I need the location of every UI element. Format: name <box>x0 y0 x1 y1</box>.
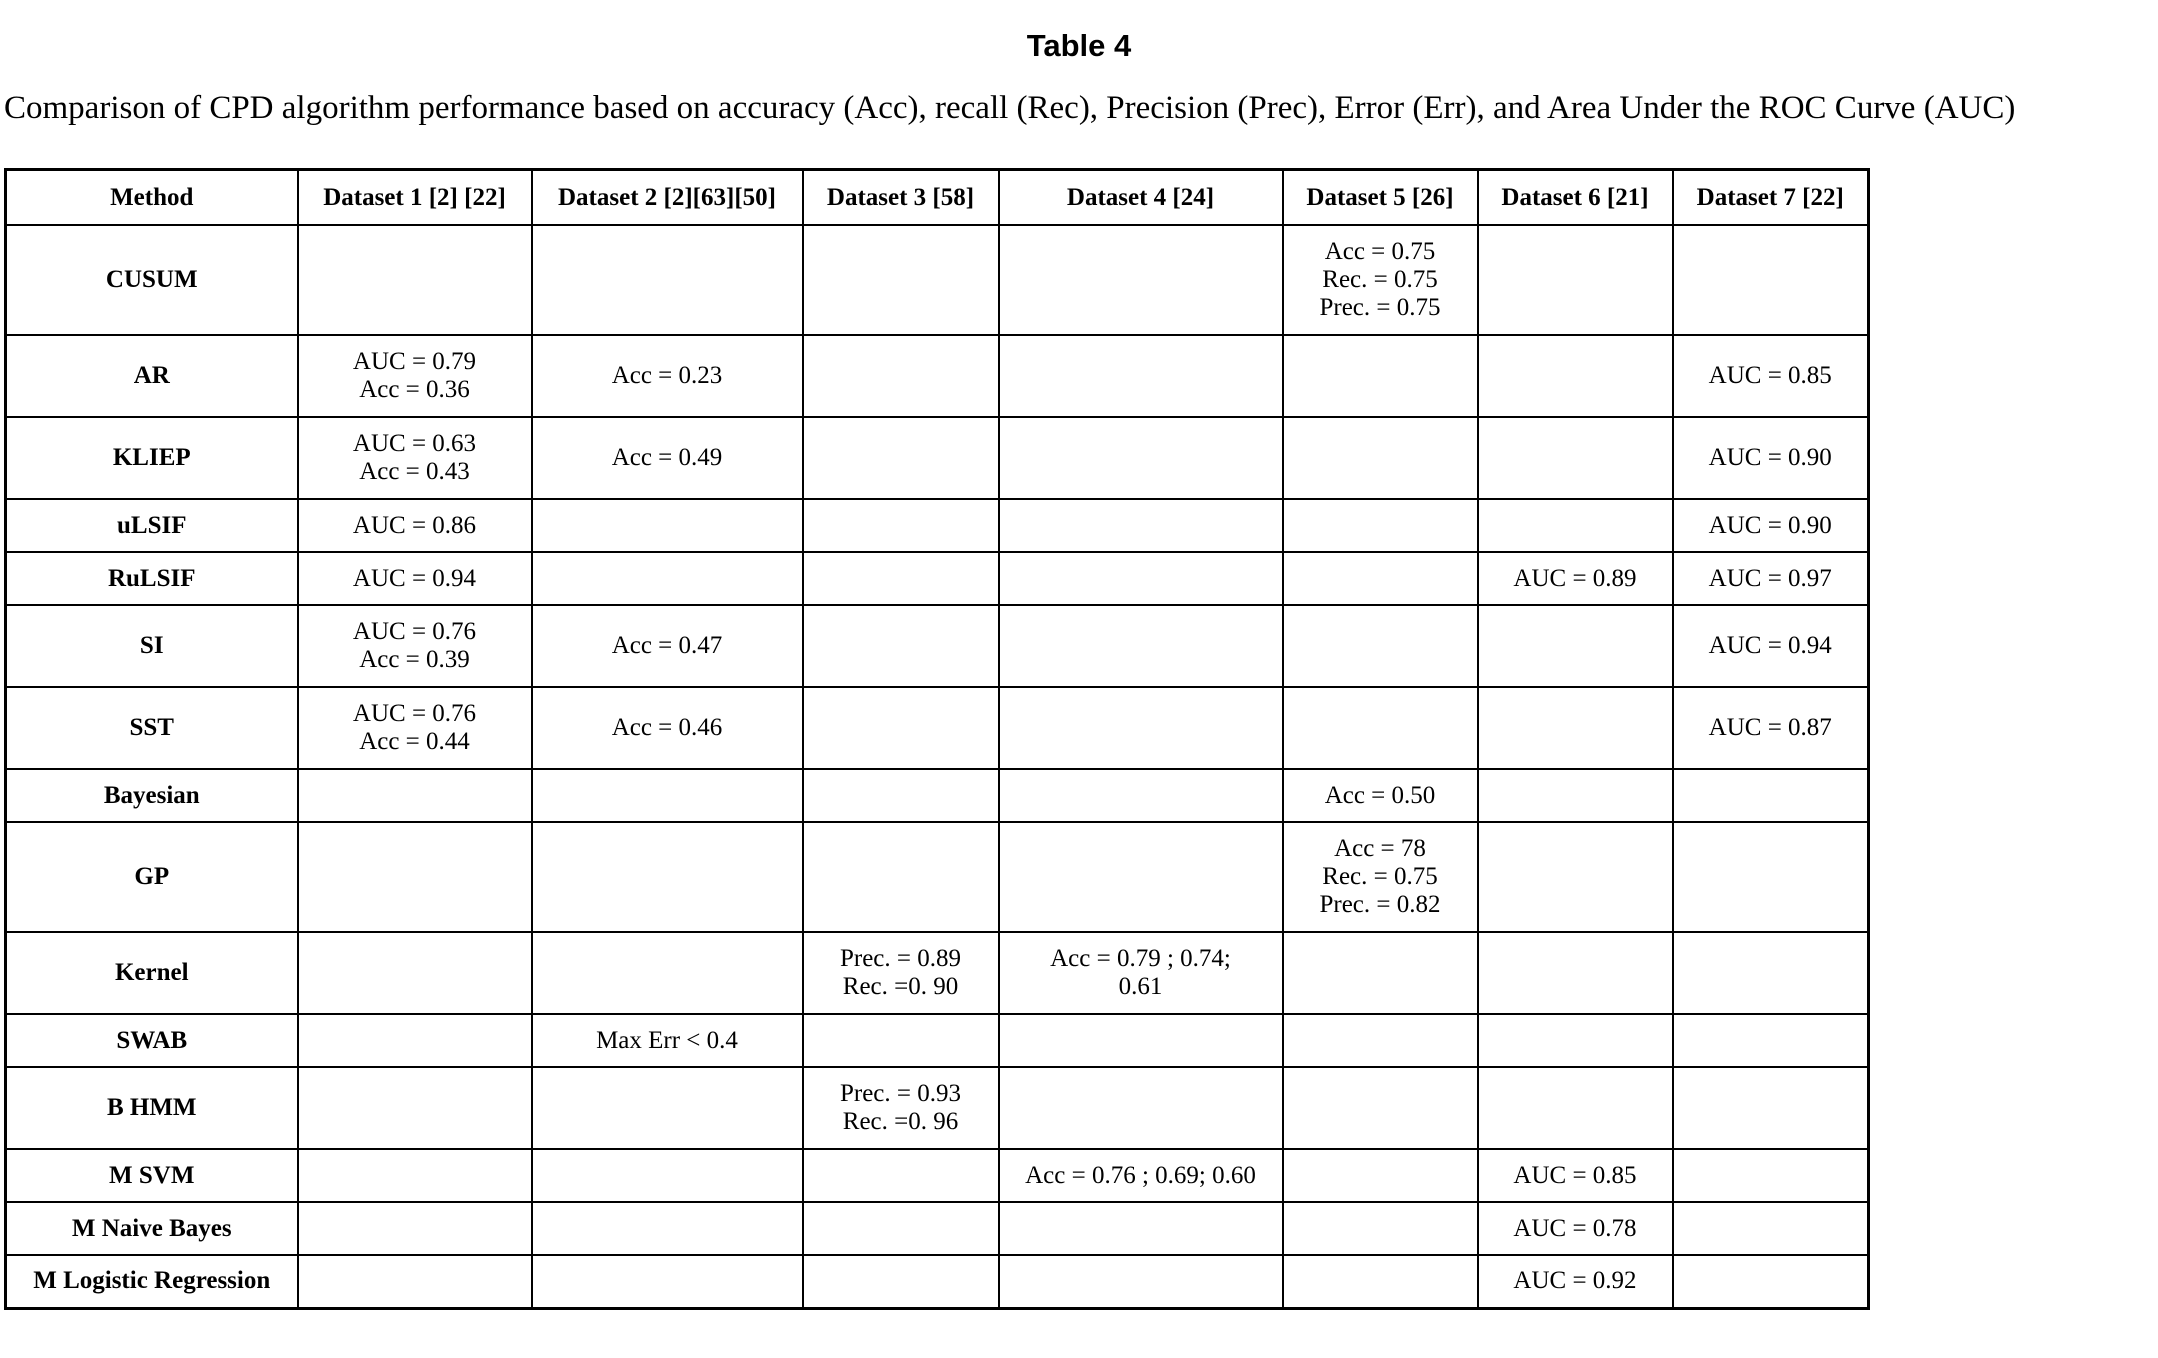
result-cell <box>298 417 532 499</box>
result-cell <box>1283 225 1478 335</box>
method-name: Kernel <box>6 932 298 1014</box>
result-cell <box>1283 932 1478 1014</box>
table-row <box>6 1202 1869 1255</box>
result-value: Acc = 0.23 <box>611 362 723 389</box>
table-row <box>6 225 1869 335</box>
result-value: AUC = 0.90 <box>1708 444 1832 471</box>
result-value: AUC = 0.78 <box>1513 1214 1637 1242</box>
result-cell <box>803 1149 999 1202</box>
result-cell <box>999 687 1283 769</box>
result-cell <box>532 417 803 499</box>
result-cell <box>298 687 532 769</box>
result-value: Rec. = 0.75 <box>1322 266 1438 293</box>
result-value: Acc = 0.50 <box>1324 781 1436 809</box>
result-cell <box>1673 1067 1869 1149</box>
result-cell <box>532 687 803 769</box>
result-cell <box>1478 1255 1673 1308</box>
result-cell <box>803 225 999 335</box>
result-cell <box>1478 417 1673 499</box>
result-value: AUC = 0.97 <box>1708 564 1832 592</box>
result-cell <box>1283 605 1478 687</box>
method-name: CUSUM <box>6 225 298 335</box>
result-cell <box>532 1014 803 1067</box>
result-value: Acc = 0.75 <box>1324 238 1436 265</box>
result-cell <box>803 769 999 822</box>
method-name: GP <box>6 822 298 932</box>
comparison-table <box>4 168 1870 1310</box>
table-caption: Comparison of CPD algorithm performance based on accuracy (Acc), recall (Rec), Precision (Prec), Error (Err), and Area Under the ROC Curve (AUC) <box>4 90 2016 126</box>
result-value: Acc = 0.36 <box>359 376 470 403</box>
result-value: Acc = 0.79 ; 0.74; <box>1050 945 1231 972</box>
table-row <box>6 552 1869 605</box>
result-cell <box>1478 499 1673 552</box>
method-name: KLIEP <box>6 417 298 499</box>
result-cell <box>999 1014 1283 1067</box>
result-cell <box>1673 932 1869 1014</box>
result-cell <box>1673 335 1869 417</box>
result-cell <box>999 822 1283 932</box>
result-value: Acc = 0.46 <box>611 714 723 741</box>
result-value: Rec. =0. 96 <box>842 1108 959 1135</box>
result-value: AUC = 0.85 <box>1513 1161 1637 1189</box>
result-cell <box>1478 605 1673 687</box>
result-value: AUC = 0.86 <box>352 511 477 539</box>
result-cell <box>1673 225 1869 335</box>
result-cell <box>298 335 532 417</box>
table-row <box>6 605 1869 687</box>
result-cell <box>1283 1202 1478 1255</box>
result-cell <box>1673 1149 1869 1202</box>
result-cell <box>999 1149 1283 1202</box>
result-cell <box>1283 499 1478 552</box>
result-cell <box>532 769 803 822</box>
result-cell <box>298 1255 532 1308</box>
result-cell <box>298 225 532 335</box>
result-cell <box>803 1255 999 1308</box>
column-header-dataset-7: Dataset 7 [22] <box>1673 170 1869 226</box>
result-cell <box>1478 1067 1673 1149</box>
result-cell <box>999 417 1283 499</box>
result-cell <box>999 225 1283 335</box>
result-cell <box>1478 552 1673 605</box>
result-value: Max Err < 0.4 <box>596 1026 738 1054</box>
result-cell <box>1673 605 1869 687</box>
table-body <box>6 225 1869 1308</box>
result-cell <box>803 605 999 687</box>
result-value: Acc = 0.49 <box>611 444 723 471</box>
result-value: Rec. = 0.75 <box>1322 863 1438 890</box>
result-cell <box>999 769 1283 822</box>
result-value: Prec. = 0.82 <box>1319 891 1441 918</box>
result-value: AUC = 0.87 <box>1708 714 1832 741</box>
result-cell <box>1283 1149 1478 1202</box>
result-cell <box>1283 1255 1478 1308</box>
result-value: Acc = 0.44 <box>359 728 470 755</box>
result-value: Acc = 0.76 ; 0.69; 0.60 <box>1025 1161 1256 1189</box>
result-value: Prec. = 0.75 <box>1319 294 1441 321</box>
result-cell <box>1283 417 1478 499</box>
result-cell <box>1673 687 1869 769</box>
column-header-dataset-3: Dataset 3 [58] <box>803 170 999 226</box>
result-cell <box>803 1202 999 1255</box>
result-cell <box>298 1014 532 1067</box>
result-value: Prec. = 0.93 <box>839 1080 962 1107</box>
result-cell <box>532 499 803 552</box>
method-name: M SVM <box>6 1149 298 1202</box>
result-cell <box>532 335 803 417</box>
result-value: AUC = 0.92 <box>1513 1267 1637 1295</box>
column-header-dataset-6: Dataset 6 [21] <box>1478 170 1673 226</box>
result-cell <box>999 552 1283 605</box>
table-row <box>6 417 1869 499</box>
result-cell <box>1478 1202 1673 1255</box>
result-cell <box>1673 1202 1869 1255</box>
column-header-method: Method <box>6 170 298 226</box>
result-cell <box>1283 552 1478 605</box>
method-name: Bayesian <box>6 769 298 822</box>
result-cell <box>1673 417 1869 499</box>
result-value: AUC = 0.94 <box>352 564 477 592</box>
method-name: SST <box>6 687 298 769</box>
table-row <box>6 932 1869 1014</box>
result-cell <box>1478 225 1673 335</box>
result-cell <box>1283 822 1478 932</box>
result-cell <box>803 1067 999 1149</box>
result-cell <box>1478 1014 1673 1067</box>
result-cell <box>1283 687 1478 769</box>
result-cell <box>1283 1067 1478 1149</box>
result-cell <box>1478 769 1673 822</box>
result-cell <box>999 1067 1283 1149</box>
table-row <box>6 769 1869 822</box>
result-cell <box>298 1149 532 1202</box>
result-cell <box>1478 932 1673 1014</box>
result-cell <box>1478 822 1673 932</box>
result-cell <box>532 1202 803 1255</box>
result-value: Acc = 0.39 <box>359 646 470 673</box>
table-row <box>6 687 1869 769</box>
result-cell <box>803 932 999 1014</box>
result-value: AUC = 0.85 <box>1708 362 1832 389</box>
result-cell <box>1478 335 1673 417</box>
result-cell <box>803 499 999 552</box>
result-cell <box>1283 1014 1478 1067</box>
method-name: uLSIF <box>6 499 298 552</box>
result-cell <box>999 1255 1283 1308</box>
result-cell <box>532 1149 803 1202</box>
result-value: Rec. =0. 90 <box>842 973 959 1000</box>
method-name: RuLSIF <box>6 552 298 605</box>
result-value: AUC = 0.94 <box>1708 632 1832 659</box>
method-name: B HMM <box>6 1067 298 1149</box>
result-cell <box>298 769 532 822</box>
result-cell <box>532 1255 803 1308</box>
result-cell <box>803 687 999 769</box>
table-header <box>6 170 1869 226</box>
table-row <box>6 1255 1869 1308</box>
result-cell <box>298 822 532 932</box>
result-cell <box>1283 335 1478 417</box>
result-cell <box>1673 1014 1869 1067</box>
result-cell <box>532 552 803 605</box>
result-cell <box>1673 769 1869 822</box>
table-row <box>6 1067 1869 1149</box>
header-row <box>6 170 1869 226</box>
method-name: SI <box>6 605 298 687</box>
method-name: SWAB <box>6 1014 298 1067</box>
result-value: Acc = 0.43 <box>359 458 470 485</box>
result-cell <box>803 822 999 932</box>
method-name: M Naive Bayes <box>6 1202 298 1255</box>
result-value: AUC = 0.79 <box>352 348 477 375</box>
result-value: Acc = 0.47 <box>611 632 723 659</box>
column-header-dataset-1: Dataset 1 [2] [22] <box>298 170 532 226</box>
result-cell <box>532 932 803 1014</box>
column-header-dataset-5: Dataset 5 [26] <box>1283 170 1478 226</box>
result-cell <box>532 605 803 687</box>
table-row <box>6 1014 1869 1067</box>
table-row <box>6 1149 1869 1202</box>
table-row <box>6 499 1869 552</box>
result-value: AUC = 0.76 <box>352 618 477 645</box>
column-header-dataset-2: Dataset 2 [2][63][50] <box>532 170 803 226</box>
result-cell <box>298 932 532 1014</box>
result-cell <box>298 1202 532 1255</box>
result-cell <box>803 552 999 605</box>
table-title: Table 4 <box>1026 28 1132 63</box>
result-cell <box>803 335 999 417</box>
result-cell <box>298 605 532 687</box>
result-value: 0.61 <box>1118 973 1163 1000</box>
result-cell <box>999 605 1283 687</box>
result-cell <box>999 499 1283 552</box>
table-row <box>6 335 1869 417</box>
result-cell <box>1283 769 1478 822</box>
method-name: M Logistic Regression <box>6 1255 298 1308</box>
result-cell <box>298 552 532 605</box>
result-cell <box>1673 552 1869 605</box>
result-cell <box>532 225 803 335</box>
result-cell <box>999 1202 1283 1255</box>
result-value: AUC = 0.76 <box>352 700 477 727</box>
result-cell <box>298 499 532 552</box>
result-cell <box>532 1067 803 1149</box>
result-cell <box>999 335 1283 417</box>
column-header-dataset-4: Dataset 4 [24] <box>999 170 1283 226</box>
result-cell <box>1673 1255 1869 1308</box>
result-cell <box>999 932 1283 1014</box>
table-row <box>6 822 1869 932</box>
result-cell <box>532 822 803 932</box>
result-value: AUC = 0.89 <box>1513 564 1637 592</box>
result-cell <box>803 1014 999 1067</box>
result-cell <box>298 1067 532 1149</box>
method-name: AR <box>6 335 298 417</box>
result-cell <box>803 417 999 499</box>
result-value: AUC = 0.63 <box>352 430 477 457</box>
result-cell <box>1673 499 1869 552</box>
result-value: AUC = 0.90 <box>1708 511 1832 539</box>
result-value: Acc = 78 <box>1334 835 1426 862</box>
result-cell <box>1478 687 1673 769</box>
result-value: Prec. = 0.89 <box>839 945 962 972</box>
result-cell <box>1478 1149 1673 1202</box>
result-cell <box>1673 822 1869 932</box>
